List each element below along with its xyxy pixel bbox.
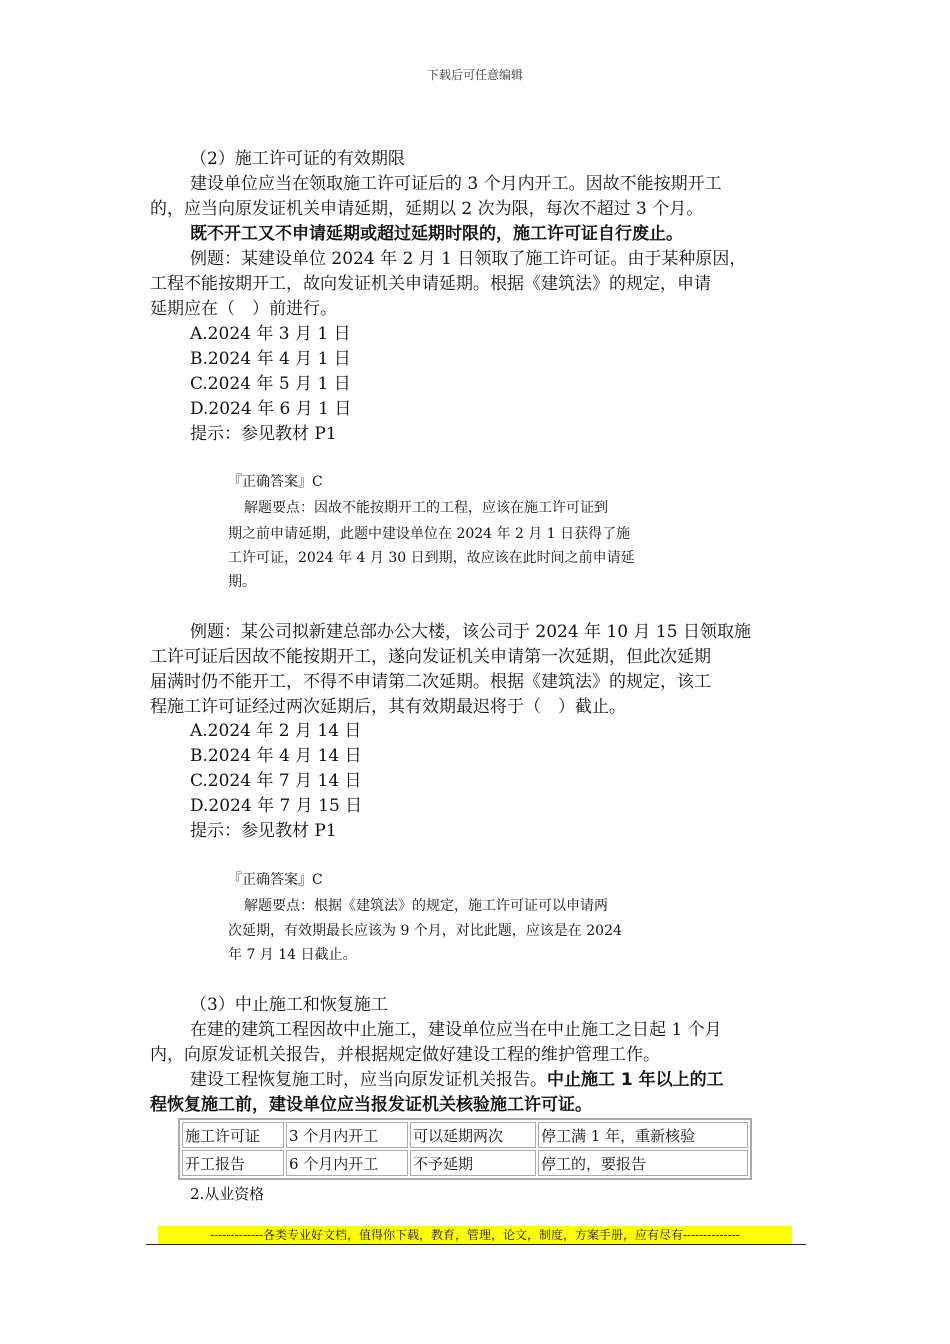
table-cell: 6 个月内开工 — [286, 1150, 408, 1176]
table-cell: 施工许可证 — [182, 1122, 284, 1148]
paragraph: 建设单位应当在领取施工许可证后的 3 个月内开工。因故不能按期开工 — [190, 174, 722, 194]
table-cell: 3 个月内开工 — [286, 1122, 408, 1148]
question-stem: 届满时仍不能开工，不得不申请第二次延期。根据《建筑法》的规定，该工 — [150, 672, 711, 692]
table-cell: 可以延期两次 — [410, 1122, 536, 1148]
section-title-suspension: （3）中止施工和恢复施工 — [190, 995, 388, 1015]
page-header: 下载后可任意编辑 — [426, 68, 523, 82]
hint: 提示：参见教材 P1 — [190, 424, 337, 444]
question-stem: 程施工许可证经过两次延期后，其有效期最迟将于（ ）截止。 — [150, 697, 626, 717]
section-heading: 2.从业资格 — [190, 1185, 265, 1203]
explanation-line: 期。 — [228, 574, 256, 590]
paragraph: 内，向原发证机关报告，并根据规定做好建设工程的维护管理工作。 — [150, 1045, 660, 1065]
question-stem: 例题：某公司拟新建总部办公大楼，该公司于 2024 年 10 月 15 日领取施 — [190, 622, 751, 642]
explanation-line: 工许可证，2024 年 4 月 30 日到期，故应该在此时间之前申请延 — [228, 550, 635, 566]
footer-banner: -------------各类专业好文档，值得你下载，教育，管理，论文，制度，方案手册，应有尽有-------------- — [158, 1226, 792, 1244]
bold-rule: 既不开工又不申请延期或超过延期时限的，施工许可证自行废止。 — [190, 224, 683, 244]
explanation-line: 解题要点：根据《建筑法》的规定，施工许可证可以申请两 — [244, 898, 608, 914]
option-b: B.2024 年 4 月 14 日 — [190, 746, 362, 766]
bold-rule: 中止施工 1 年以上的工 — [547, 1070, 724, 1090]
paragraph-text: 建设工程恢复施工时，应当向原发证机关报告。 — [190, 1070, 547, 1090]
explanation-line: 次延期，有效期最长应该为 9 个月，对比此题，应该是在 2024 — [228, 923, 622, 939]
correct-answer: 『正确答案』C — [228, 474, 323, 490]
question-stem: 例题：某建设单位 2024 年 2 月 1 日领取了施工许可证。由于某种原因， — [190, 249, 747, 269]
option-c: C.2024 年 5 月 1 日 — [190, 374, 351, 394]
option-b: B.2024 年 4 月 1 日 — [190, 349, 351, 369]
question-stem: 工程不能按期开工，故向发证机关申请延期。根据《建筑法》的规定，申请 — [150, 274, 711, 294]
paragraph: 在建的建筑工程因故中止施工，建设单位应当在中止施工之日起 1 个月 — [190, 1020, 722, 1040]
table-cell: 停工满 1 年，重新核验 — [538, 1122, 748, 1148]
correct-answer: 『正确答案』C — [228, 872, 323, 888]
table-cell: 停工的，要报告 — [538, 1150, 748, 1176]
hint: 提示：参见教材 P1 — [190, 821, 337, 841]
paragraph — [190, 1068, 830, 1093]
option-d: D.2024 年 6 月 1 日 — [190, 399, 352, 419]
explanation-line: 年 7 月 14 日截止。 — [228, 947, 357, 963]
question-stem: 工许可证后因故不能按期开工，遂向发证机关申请第一次延期，但此次延期 — [150, 647, 711, 667]
option-c: C.2024 年 7 月 14 日 — [190, 771, 362, 791]
table-row — [182, 1150, 748, 1176]
table-cell: 开工报告 — [182, 1150, 284, 1176]
explanation-line: 解题要点：因故不能按期开工的工程，应该在施工许可证到 — [244, 500, 608, 516]
explanation-line: 期之前申请延期，此题中建设单位在 2024 年 2 月 1 日获得了施 — [228, 526, 631, 542]
option-a: A.2024 年 2 月 14 日 — [190, 721, 362, 741]
paragraph: 的，应当向原发证机关申请延期，延期以 2 次为限，每次不超过 3 个月。 — [150, 199, 704, 219]
table-row — [182, 1122, 748, 1148]
bold-rule: 程恢复施工前，建设单位应当报发证机关核验施工许可证。 — [150, 1095, 592, 1115]
option-d: D.2024 年 7 月 15 日 — [190, 796, 363, 816]
section-title-validity: （2）施工许可证的有效期限 — [190, 149, 405, 169]
comparison-table — [178, 1118, 752, 1180]
option-a: A.2024 年 3 月 1 日 — [190, 324, 351, 344]
table-cell: 不予延期 — [410, 1150, 536, 1176]
question-stem: 延期应在（ ）前进行。 — [150, 299, 337, 319]
footer-divider — [146, 1244, 806, 1245]
